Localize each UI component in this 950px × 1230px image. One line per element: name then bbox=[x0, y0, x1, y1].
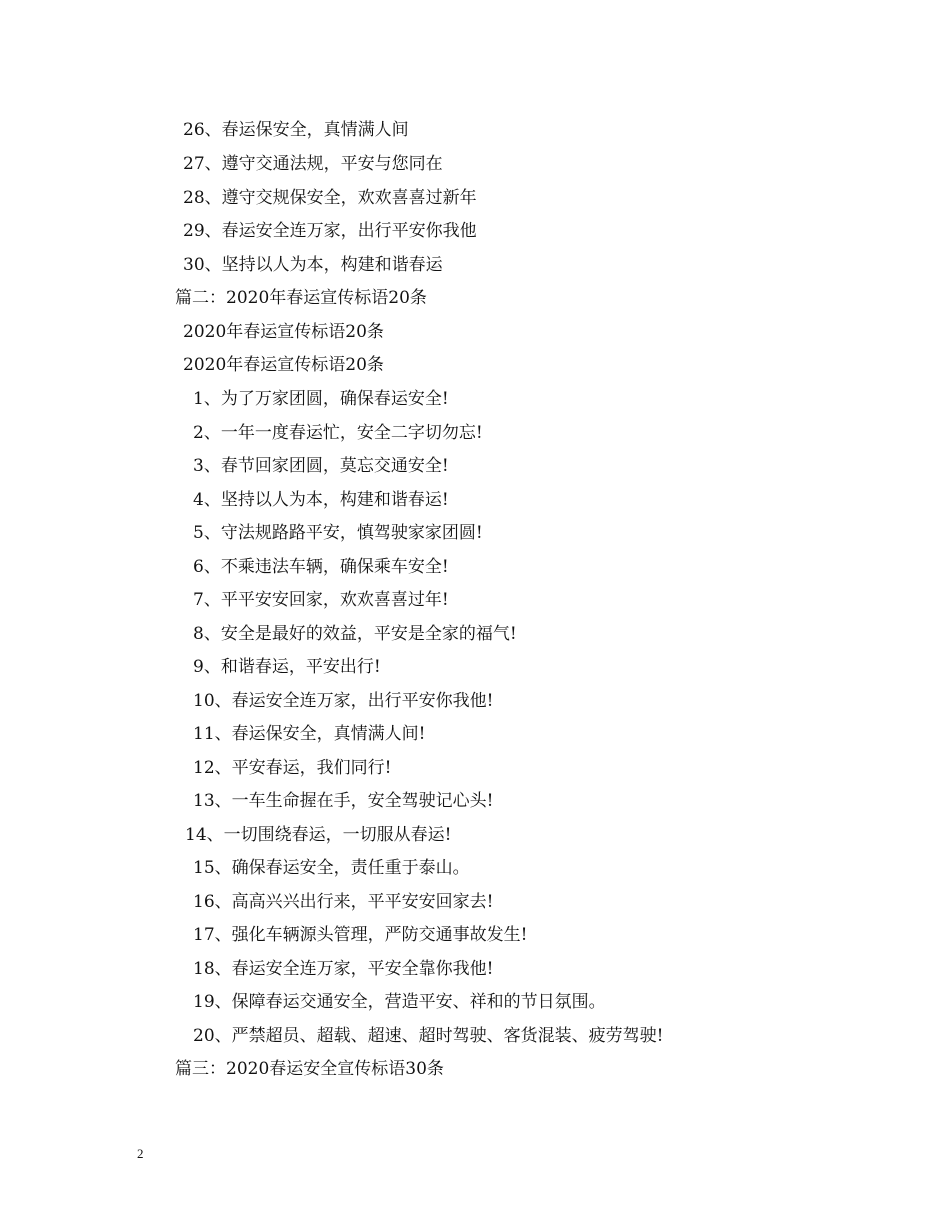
slogan-line: 26、春运保安全，真情满人间 bbox=[183, 120, 409, 140]
section-heading: 篇三：2020春运安全宣传标语30条 bbox=[175, 1059, 444, 1079]
slogan-line: 5、守法规路路平安，慎驾驶家家团圆! bbox=[193, 523, 483, 543]
slogan-line: 19、保障春运交通安全，营造平安、祥和的节日氛围。 bbox=[193, 992, 606, 1012]
slogan-line: 4、坚持以人为本，构建和谐春运! bbox=[193, 490, 449, 510]
slogan-line: 6、不乘违法车辆，确保乘车安全! bbox=[193, 557, 449, 577]
slogan-line: 12、平安春运，我们同行! bbox=[193, 758, 392, 778]
section-title: 2020年春运宣传标语20条 bbox=[183, 322, 384, 342]
slogan-line: 20、严禁超员、超载、超速、超时驾驶、客货混装、疲劳驾驶! bbox=[193, 1026, 664, 1046]
slogan-line: 3、春节回家团圆，莫忘交通安全! bbox=[193, 456, 449, 476]
slogan-line: 29、春运安全连万家，出行平安你我他 bbox=[183, 221, 477, 241]
slogan-line: 13、一车生命握在手，安全驾驶记心头! bbox=[193, 791, 494, 811]
slogan-line: 2、一年一度春运忙，安全二字切勿忘! bbox=[193, 423, 483, 443]
slogan-line: 14、一切围绕春运，一切服从春运! bbox=[185, 825, 452, 845]
slogan-line: 9、和谐春运，平安出行! bbox=[193, 657, 381, 677]
page-number: 2 bbox=[137, 1146, 144, 1161]
section-heading: 篇二：2020年春运宣传标语20条 bbox=[175, 288, 427, 308]
slogan-line: 18、春运安全连万家，平安全靠你我他! bbox=[193, 959, 494, 979]
slogan-line: 8、安全是最好的效益，平安是全家的福气! bbox=[193, 624, 517, 644]
slogan-line: 7、平平安安回家，欢欢喜喜过年! bbox=[193, 590, 449, 610]
section-title: 2020年春运宣传标语20条 bbox=[183, 355, 384, 375]
slogan-line: 30、坚持以人为本，构建和谐春运 bbox=[183, 255, 443, 275]
slogan-line: 1、为了万家团圆，确保春运安全! bbox=[193, 389, 449, 409]
slogan-line: 17、强化车辆源头管理，严防交通事故发生! bbox=[193, 925, 528, 945]
slogan-line: 11、春运保安全，真情满人间! bbox=[193, 724, 426, 744]
slogan-line: 10、春运安全连万家，出行平安你我他! bbox=[193, 691, 494, 711]
slogan-line: 28、遵守交规保安全，欢欢喜喜过新年 bbox=[183, 188, 477, 208]
slogan-line: 16、高高兴兴出行来，平平安安回家去! bbox=[193, 892, 494, 912]
slogan-line: 27、遵守交通法规，平安与您同在 bbox=[183, 154, 443, 174]
slogan-line: 15、确保春运安全，责任重于泰山。 bbox=[193, 858, 470, 878]
